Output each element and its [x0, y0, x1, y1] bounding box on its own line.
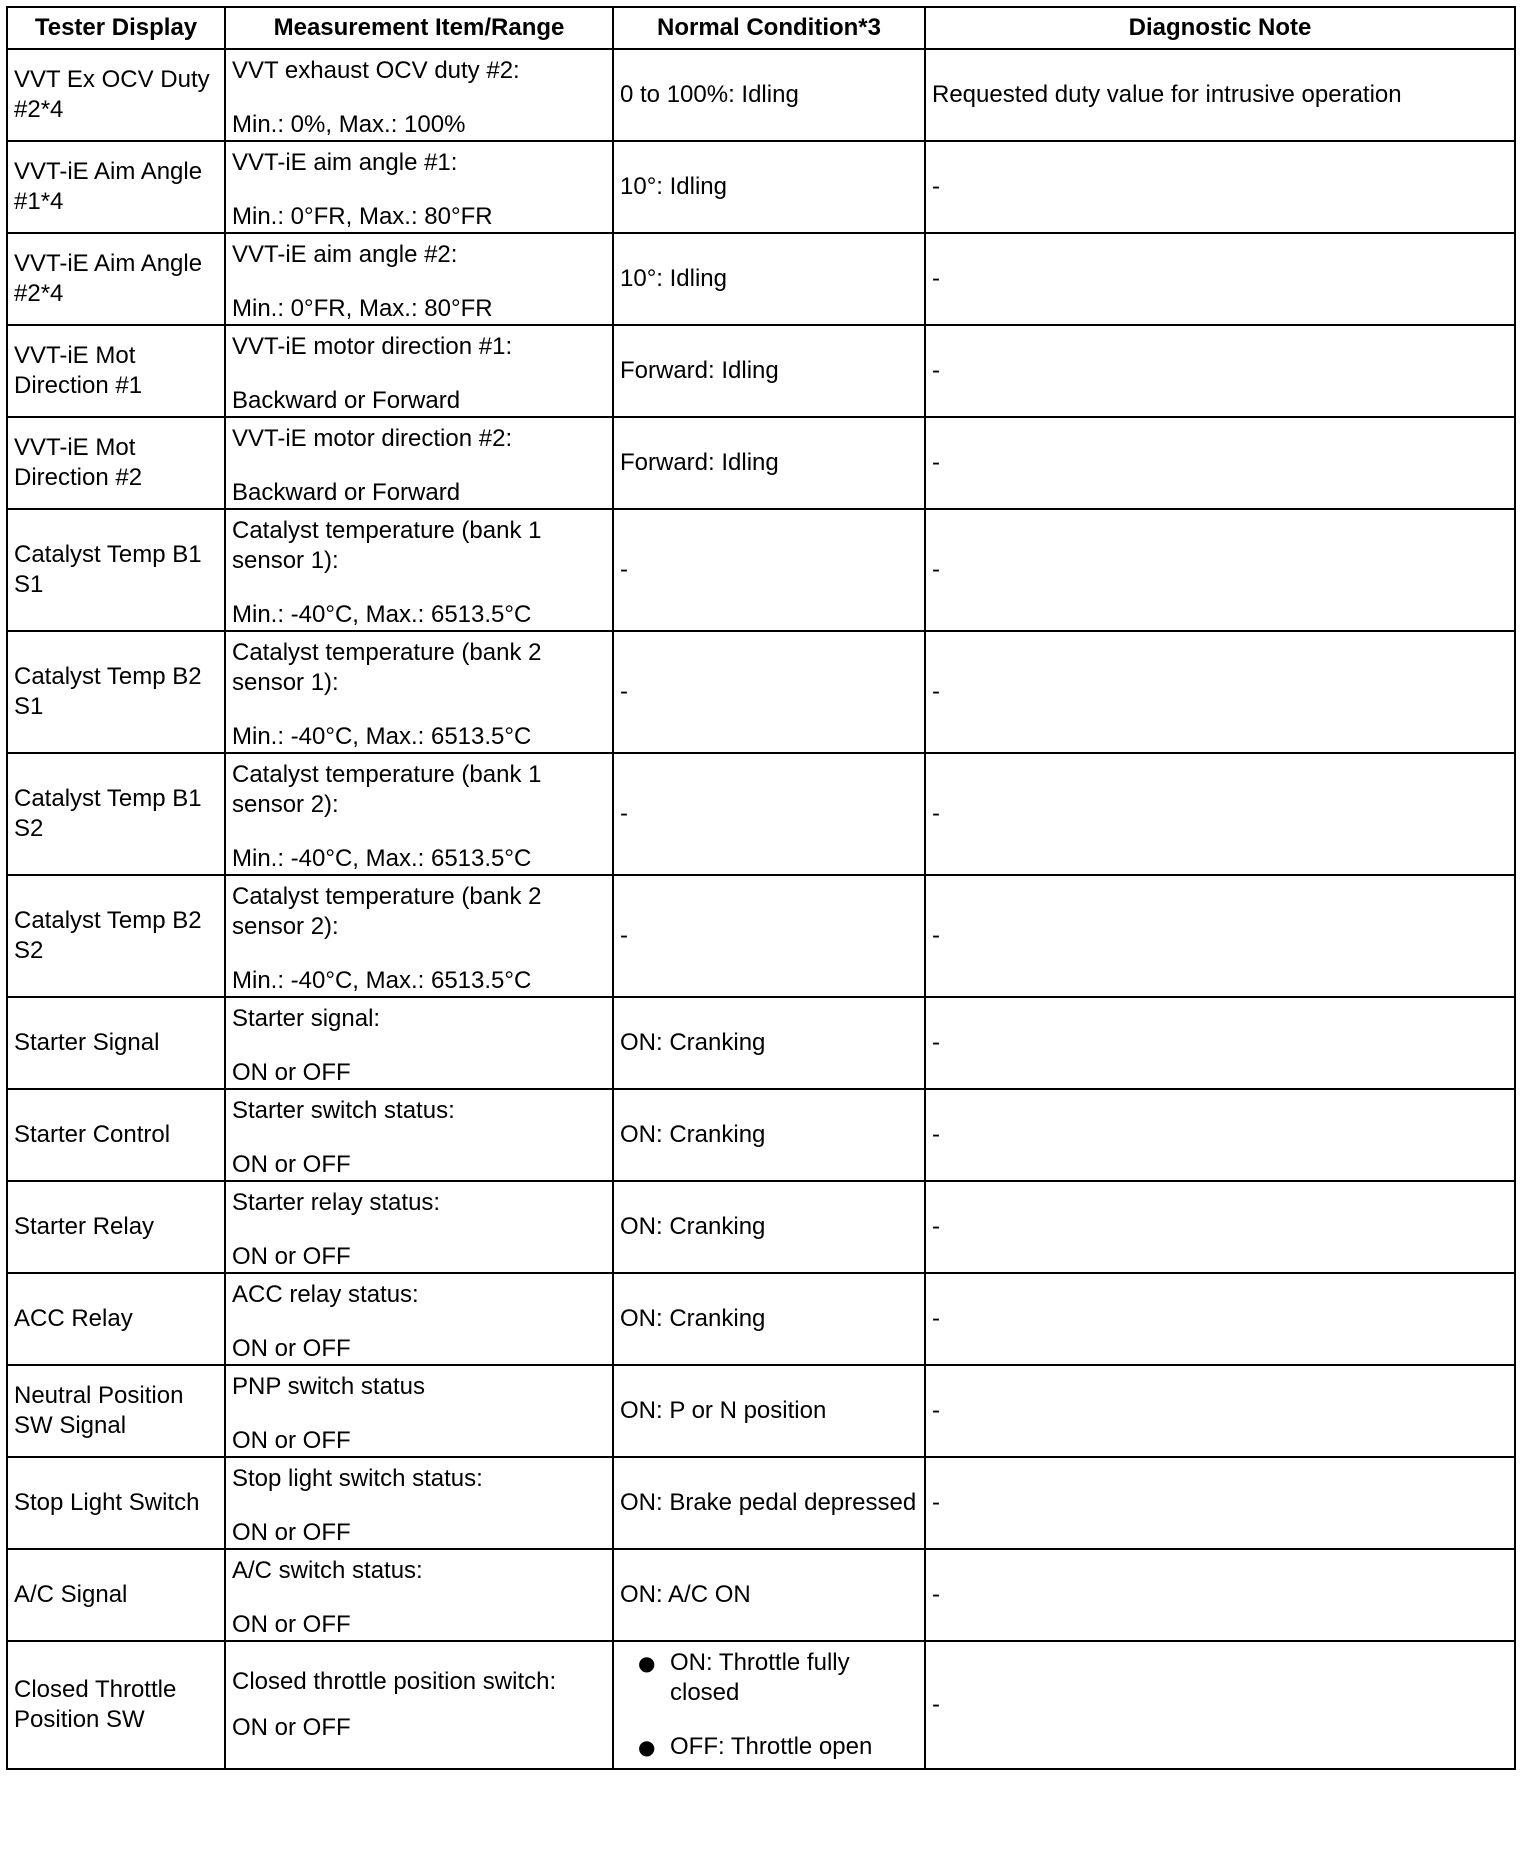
- normal-condition-cell: 10°: Idling: [613, 233, 925, 325]
- measurement-range: ON or OFF: [232, 1335, 351, 1362]
- normal-condition-cell: -: [613, 631, 925, 753]
- tester-display-cell: ACC Relay: [7, 1273, 225, 1365]
- measurement-range: ON or OFF: [232, 1243, 351, 1270]
- measurement-cell: [225, 1181, 613, 1273]
- measurement-cell: [225, 753, 613, 875]
- measurement-cell: [225, 875, 613, 997]
- list-item: ● OFF: Throttle open: [638, 1732, 918, 1762]
- diagnostic-note-cell: -: [925, 509, 1515, 631]
- measurement-range: Backward or Forward: [232, 387, 461, 414]
- diagnostic-note-cell: -: [925, 325, 1515, 417]
- tester-display-cell: A/C Signal: [7, 1549, 225, 1641]
- diagnostic-note-cell: -: [925, 417, 1515, 509]
- diagnostic-note-cell: -: [925, 1457, 1515, 1549]
- diagnostic-note-cell: -: [925, 631, 1515, 753]
- measurement-item: Catalyst temperature (bank 1 sensor 2):: [232, 761, 542, 818]
- normal-condition-cell: [613, 1641, 925, 1769]
- diagnostic-note-cell: -: [925, 141, 1515, 233]
- table-row: [7, 1457, 1515, 1549]
- table-row: [7, 233, 1515, 325]
- header-measurement-item: Measurement Item/Range: [225, 7, 613, 49]
- measurement-cell: [225, 49, 613, 141]
- measurement-item: Starter signal:: [232, 1005, 381, 1032]
- normal-condition-cell: ON: A/C ON: [613, 1549, 925, 1641]
- table-row: [7, 1549, 1515, 1641]
- tester-display-cell: VVT-iE Aim Angle #2*4: [7, 233, 225, 325]
- normal-condition-cell: -: [613, 753, 925, 875]
- measurement-cell: [225, 1549, 613, 1641]
- normal-condition-cell: Forward: Idling: [613, 417, 925, 509]
- tester-display-cell: Catalyst Temp B2 S2: [7, 875, 225, 997]
- measurement-range: Min.: -40°C, Max.: 6513.5°C: [232, 601, 532, 628]
- measurement-range: ON or OFF: [232, 1714, 351, 1741]
- normal-condition-cell: -: [613, 875, 925, 997]
- measurement-range: Min.: 0%, Max.: 100%: [232, 111, 466, 138]
- measurement-item: Catalyst temperature (bank 2 sensor 1):: [232, 639, 542, 696]
- measurement-cell: [225, 509, 613, 631]
- tester-display-cell: VVT-iE Mot Direction #2: [7, 417, 225, 509]
- normal-condition-cell: -: [613, 509, 925, 631]
- measurement-range: ON or OFF: [232, 1611, 351, 1638]
- tester-display-cell: Starter Relay: [7, 1181, 225, 1273]
- measurement-cell: [225, 1089, 613, 1181]
- measurement-item: Closed throttle position switch:: [232, 1668, 557, 1695]
- measurement-range: Min.: -40°C, Max.: 6513.5°C: [232, 967, 532, 994]
- tester-display-cell: VVT-iE Mot Direction #1: [7, 325, 225, 417]
- normal-condition-cell: ON: Cranking: [613, 1089, 925, 1181]
- header-normal-condition: Normal Condition*3: [613, 7, 925, 49]
- diagnostic-note-cell: -: [925, 1181, 1515, 1273]
- table-row: [7, 1089, 1515, 1181]
- normal-condition-cell: ON: Cranking: [613, 997, 925, 1089]
- measurement-cell: [225, 1641, 613, 1769]
- diagnostic-note-cell: -: [925, 753, 1515, 875]
- list-item: ● ON: Throttle fully closed: [638, 1648, 918, 1708]
- table-row: [7, 875, 1515, 997]
- header-tester-display: Tester Display: [7, 7, 225, 49]
- measurement-item: VVT-iE motor direction #1:: [232, 333, 513, 360]
- tester-display-cell: VVT Ex OCV Duty #2*4: [7, 49, 225, 141]
- measurement-cell: [225, 141, 613, 233]
- measurement-item: Starter switch status:: [232, 1097, 455, 1124]
- tester-display-cell: Stop Light Switch: [7, 1457, 225, 1549]
- tester-display-cell: Neutral Position SW Signal: [7, 1365, 225, 1457]
- normal-condition-list: [620, 1648, 918, 1762]
- measurement-range: ON or OFF: [232, 1427, 351, 1454]
- normal-condition-cell: ON: Brake pedal depressed: [613, 1457, 925, 1549]
- normal-condition-cell: 10°: Idling: [613, 141, 925, 233]
- tester-display-cell: Closed Throttle Position SW: [7, 1641, 225, 1769]
- diagnostic-note-cell: -: [925, 997, 1515, 1089]
- tester-display-cell: Starter Signal: [7, 997, 225, 1089]
- table-row: [7, 509, 1515, 631]
- tester-display-cell: VVT-iE Aim Angle #1*4: [7, 141, 225, 233]
- diagnostic-note-cell: -: [925, 875, 1515, 997]
- measurement-item: Catalyst temperature (bank 1 sensor 1):: [232, 517, 542, 574]
- table-row: [7, 49, 1515, 141]
- data-list-table: [6, 6, 1516, 1770]
- measurement-range: ON or OFF: [232, 1519, 351, 1546]
- measurement-cell: [225, 417, 613, 509]
- diagnostic-note-cell: -: [925, 233, 1515, 325]
- measurement-range: Backward or Forward: [232, 479, 461, 506]
- table-row: [7, 1181, 1515, 1273]
- tester-display-cell: Starter Control: [7, 1089, 225, 1181]
- table-row: [7, 1365, 1515, 1457]
- diagnostic-note-cell: -: [925, 1549, 1515, 1641]
- measurement-cell: [225, 233, 613, 325]
- measurement-item: Stop light switch status:: [232, 1465, 483, 1492]
- measurement-cell: [225, 1365, 613, 1457]
- tester-display-cell: Catalyst Temp B2 S1: [7, 631, 225, 753]
- measurement-item: VVT-iE aim angle #2:: [232, 241, 458, 268]
- diagnostic-note-cell: -: [925, 1273, 1515, 1365]
- table-row: [7, 631, 1515, 753]
- table-row: [7, 141, 1515, 233]
- measurement-item: Catalyst temperature (bank 2 sensor 2):: [232, 883, 542, 940]
- header-row: [7, 7, 1515, 49]
- tester-display-cell: Catalyst Temp B1 S2: [7, 753, 225, 875]
- measurement-range: Min.: 0°FR, Max.: 80°FR: [232, 203, 493, 230]
- table-row: [7, 417, 1515, 509]
- table-row: [7, 997, 1515, 1089]
- normal-condition-cell: ON: Cranking: [613, 1273, 925, 1365]
- measurement-item: VVT exhaust OCV duty #2:: [232, 57, 520, 84]
- normal-condition-cell: ON: Cranking: [613, 1181, 925, 1273]
- measurement-range: Min.: 0°FR, Max.: 80°FR: [232, 295, 493, 322]
- measurement-cell: [225, 631, 613, 753]
- measurement-item: VVT-iE aim angle #1:: [232, 149, 458, 176]
- diagnostic-note-cell: -: [925, 1365, 1515, 1457]
- measurement-range: ON or OFF: [232, 1059, 351, 1086]
- measurement-range: Min.: -40°C, Max.: 6513.5°C: [232, 723, 532, 750]
- measurement-cell: [225, 1457, 613, 1549]
- table-row: [7, 1273, 1515, 1365]
- diagnostic-note-cell: Requested duty value for intrusive operation: [925, 49, 1515, 141]
- table-row: [7, 753, 1515, 875]
- table-row: [7, 1641, 1515, 1769]
- measurement-cell: [225, 325, 613, 417]
- table-row: [7, 325, 1515, 417]
- diagnostic-note-cell: -: [925, 1641, 1515, 1769]
- diagnostic-note-cell: -: [925, 1089, 1515, 1181]
- measurement-range: Min.: -40°C, Max.: 6513.5°C: [232, 845, 532, 872]
- tester-display-cell: Catalyst Temp B1 S1: [7, 509, 225, 631]
- measurement-range: ON or OFF: [232, 1151, 351, 1178]
- measurement-item: VVT-iE motor direction #2:: [232, 425, 513, 452]
- measurement-cell: [225, 997, 613, 1089]
- data-list-sheet: [6, 6, 1514, 1770]
- measurement-item: Starter relay status:: [232, 1189, 441, 1216]
- measurement-cell: [225, 1273, 613, 1365]
- measurement-item: ACC relay status:: [232, 1281, 419, 1308]
- measurement-item: A/C switch status:: [232, 1557, 423, 1584]
- normal-condition-cell: ON: P or N position: [613, 1365, 925, 1457]
- normal-condition-cell: Forward: Idling: [613, 325, 925, 417]
- normal-condition-cell: 0 to 100%: Idling: [613, 49, 925, 141]
- header-diagnostic-note: Diagnostic Note: [925, 7, 1515, 49]
- measurement-item: PNP switch status: [232, 1373, 425, 1400]
